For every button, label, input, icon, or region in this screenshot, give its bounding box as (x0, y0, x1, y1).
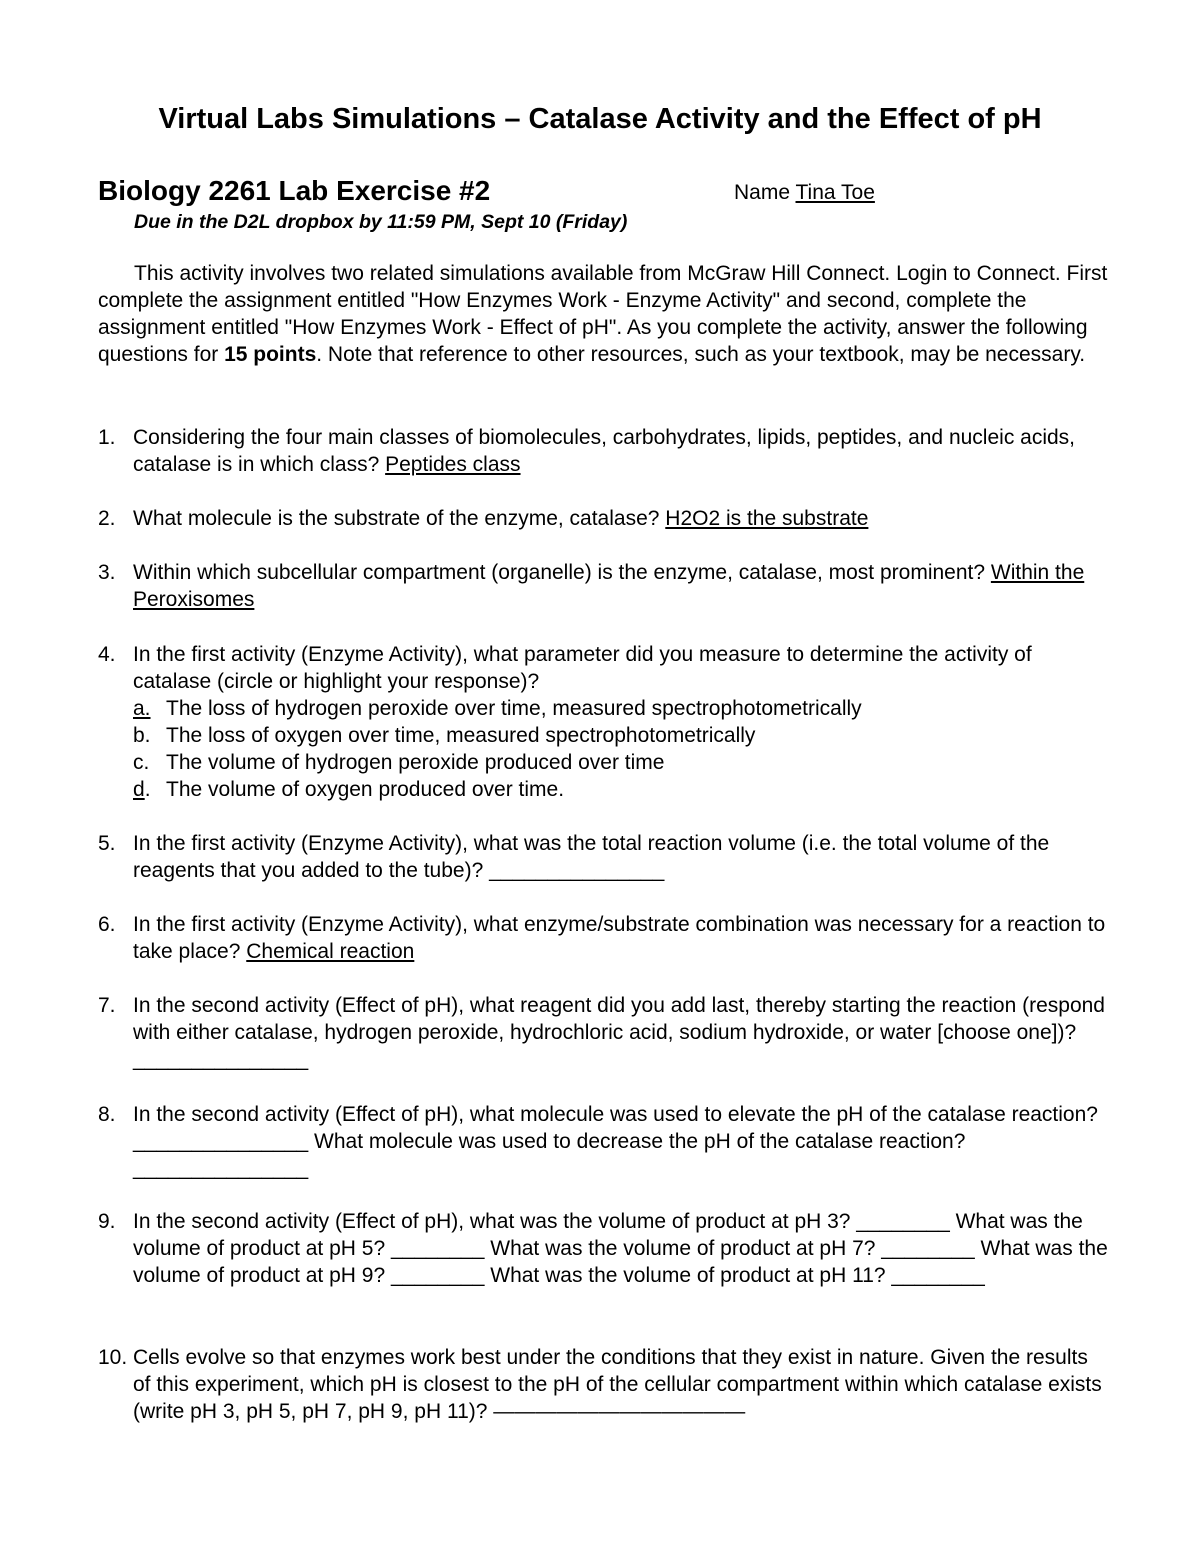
name-label: Name (734, 181, 791, 204)
option-d[interactable] (133, 776, 1108, 803)
option-text: The loss of oxygen over time, measured spectrophotometrically (166, 724, 756, 747)
question-7 (98, 992, 1108, 1073)
intro-text-2: . Note that reference to other resources, such as your textbook, may be necessary. (316, 343, 1086, 366)
answer-text: H2O2 is the substrate (665, 507, 869, 530)
answer-text: Within the Peroxisomes (133, 561, 1085, 611)
option-text: The volume of oxygen produced over time. (166, 778, 565, 801)
question-9 (98, 1208, 1108, 1289)
question-number: 6. (98, 913, 116, 936)
question-text: In the first activity (Enzyme Activity), what enzyme/substrate combination was necessary for a reaction to take place? (133, 913, 1106, 963)
question-1 (98, 424, 1108, 478)
due-date: Due in the D2L dropbox by 11:59 PM, Sept 10 (Friday) (134, 211, 628, 233)
question-number: 4. (98, 643, 116, 666)
question-number: 1. (98, 426, 116, 449)
option-c[interactable] (133, 749, 1108, 776)
question-3 (98, 559, 1108, 613)
option-letter: d (133, 778, 145, 801)
intro-paragraph (98, 260, 1108, 368)
lab-exercise-title: Biology 2261 Lab Exercise #2 (98, 175, 491, 206)
name-line (734, 179, 875, 207)
question-number: 5. (98, 832, 116, 855)
question-number: 8. (98, 1103, 116, 1126)
question-8 (98, 1101, 1108, 1182)
option-letter-dot: . (144, 778, 151, 801)
option-letter: b. (133, 724, 151, 747)
intro-text-1: This activity involves two related simulations available from McGraw Hill Connect. Login to Connect. First complete the assignment entitled "How Enzymes Work - Enzyme Activity" and second, complete the assignment entitled "How Enzymes Work - Effect of pH". As you complete the activity, answer the following questions for (98, 262, 1108, 366)
question-text: In the first activity (Enzyme Activity), what parameter did you measure to determine the activity of catalase (circle or highlight your response)? (133, 643, 1032, 693)
question-10 (98, 1344, 1108, 1425)
question-2 (98, 505, 1108, 532)
question-text: Within which subcellular compartment (organelle) is the enzyme, catalase, most prominent? (133, 561, 991, 584)
question-text[interactable]: In the second activity (Effect of pH), what reagent did you add last, thereby starting the reaction (respond with either catalase, hydrogen peroxide, hydrochloric acid, sodium hydroxide, or water [choose one])? _______________ (133, 994, 1105, 1071)
answer-text: Chemical reaction (246, 940, 415, 963)
name-value: Tina Toe (795, 181, 875, 204)
question-number: 7. (98, 994, 116, 1017)
question-number: 2. (98, 507, 116, 530)
document-title: Virtual Labs Simulations – Catalase Activity and the Effect of pH (158, 103, 1042, 135)
question-text[interactable]: In the second activity (Effect of pH), what molecule was used to elevate the pH of the catalase reaction? _______________ What molecule was used to decrease the pH of the catalase reaction? _______________ (133, 1103, 1098, 1180)
option-text: The volume of hydrogen peroxide produced over time (166, 751, 665, 774)
question-text[interactable]: In the second activity (Effect of pH), what was the volume of product at pH 3? ________ What was the volume of product at pH 5? ________ What was the volume of product at pH 7? ________ What was the volume of product at pH 9? ________ What was the volume of product at pH 11? ________ (133, 1210, 1108, 1287)
question-5 (98, 830, 1108, 884)
option-a[interactable] (133, 695, 1108, 722)
option-text: The loss of hydrogen peroxide over time, measured spectrophotometrically (166, 697, 862, 720)
question-number: 3. (98, 561, 116, 584)
option-b[interactable] (133, 722, 1108, 749)
question-text: What molecule is the substrate of the enzyme, catalase? (133, 507, 666, 530)
question-number: 10. (98, 1346, 128, 1369)
option-letter: c. (133, 751, 150, 774)
answer-text: Peptides class (385, 453, 521, 476)
question-text[interactable]: In the first activity (Enzyme Activity), what was the total reaction volume (i.e. the total volume of the reagents that you added to the tube)? _______________ (133, 832, 1050, 882)
question-text[interactable]: Cells evolve so that enzymes work best under the conditions that they exist in nature. Given the results of this experiment, which pH is closest to the pH of the cellular compartment within which catalase exists (write pH 3, pH 5, pH 7, pH 9, pH 11)? ———————————— (133, 1346, 1102, 1423)
question-4 (98, 641, 1108, 803)
question-text: Considering the four main classes of biomolecules, carbohydrates, lipids, peptides, and nucleic acids, catalase is in which class? (133, 426, 1076, 476)
question-number: 9. (98, 1210, 116, 1233)
intro-points: 15 points (224, 343, 317, 366)
question-6 (98, 911, 1108, 965)
option-letter: a. (133, 697, 151, 720)
